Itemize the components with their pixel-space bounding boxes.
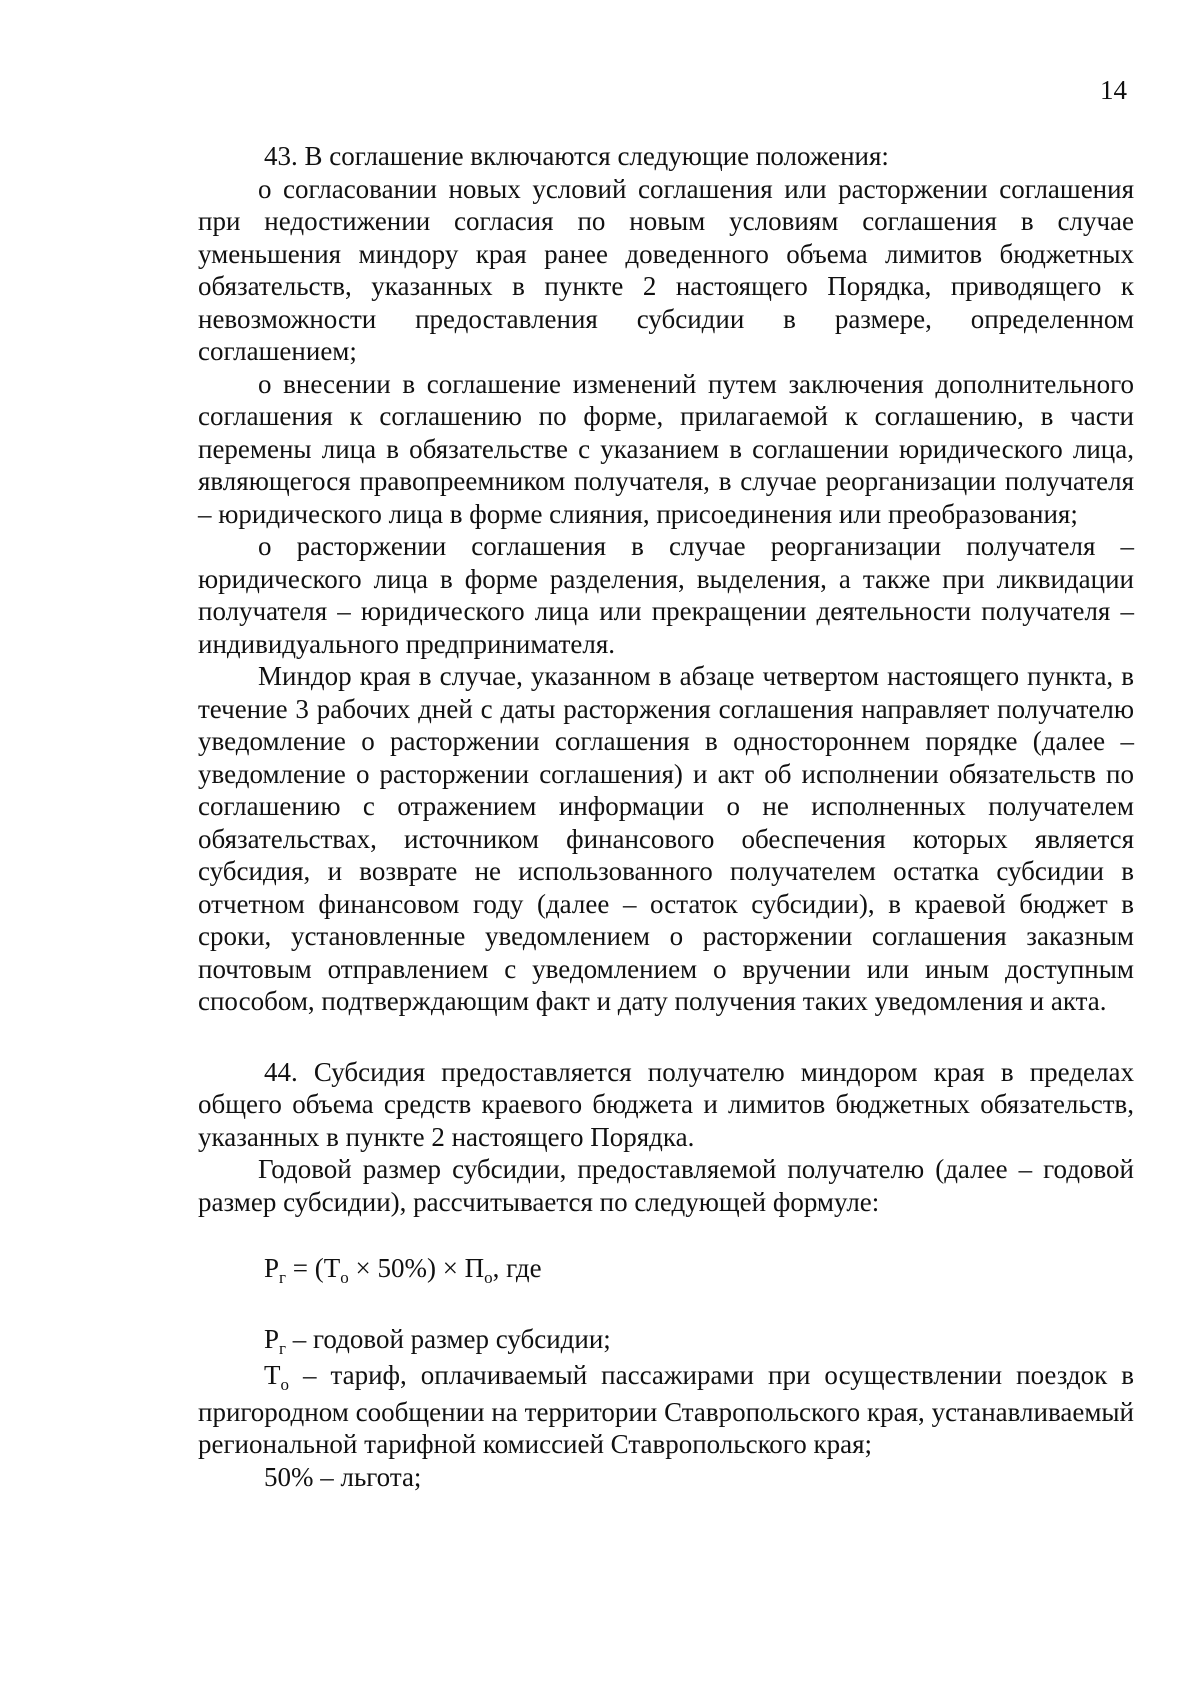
paragraph-43-item-2: о внесении в соглашение изменений путем заключения дополнительного соглашения к соглашению по форме, прилагаемой к соглашению, в части перемены лица в обязательстве с указанием в соглашении юридического лица, являющегося правопреемником получателя, в случае реорганизации получателя – юридического лица в форме слияния, присоединения или преобразования; bbox=[198, 368, 1134, 529]
definition-rg-text: – годовой размер субсидии; bbox=[286, 1323, 611, 1354]
page-number: 14 bbox=[1100, 75, 1127, 105]
paragraph-44-formula-lead: Годовой размер субсидии, предоставляемой получателю (далее – годовой размер субсидии), рассчитывается по следующей формуле: bbox=[198, 1154, 1134, 1217]
definition-to bbox=[198, 1359, 1134, 1461]
definition-to-subscript: о bbox=[280, 1375, 289, 1394]
formula-eq: = (Т bbox=[286, 1253, 341, 1283]
formula-mid: × 50%) × П bbox=[348, 1253, 485, 1283]
definition-rg-subscript: г bbox=[279, 1338, 287, 1358]
formula-t-subscript: о bbox=[340, 1268, 349, 1287]
definition-to-text: – тариф, оплачиваемый пассажирами при осуществлении поездок в пригородном сообщении на территории Ставропольского края, устанавливаемый региональной тарифной комиссией Ставропольского края; bbox=[198, 1360, 1134, 1459]
definition-rg-symbol: Р bbox=[264, 1323, 280, 1354]
paragraph-44-intro: 44. Субсидия предоставляется получателю миндором края в пределах общего объема средств краевого бюджета и лимитов бюджетных обязательств, указанных в пункте 2 настоящего Порядка. bbox=[198, 1056, 1134, 1152]
document-body bbox=[198, 140, 1134, 1493]
paragraph-43-intro: 43. В соглашение включаются следующие положения: bbox=[264, 141, 889, 171]
formula-tail: , где bbox=[492, 1253, 542, 1283]
formula-lhs-subscript: г bbox=[279, 1268, 287, 1287]
definition-rg bbox=[198, 1323, 1134, 1360]
paragraph-43-item-3: о расторжении соглашения в случае реорганизации получателя – юридического лица в форме разделения, выделения, а также при ликвидации получателя – юридического лица или прекращении деятельности получателя – индивидуального предпринимателя. bbox=[198, 531, 1134, 659]
formula-p-subscript: о bbox=[484, 1268, 493, 1287]
subsidy-formula bbox=[198, 1252, 1134, 1289]
paragraph-43-termination: Миндор края в случае, указанном в абзаце четвертом настоящего пункта, в течение 3 рабочих дней с даты расторжения соглашения направляет получателю уведомление о расторжении соглашения в одностороннем порядке (далее – уведомление о расторжении соглашения) и акт об исполнении обязательств по соглашению с отражением информации о не исполненных получателем обязательствах, источником финансового обеспечения которых является субсидия, и возврате не использованного получателем остатка субсидии в отчетном финансовом году (далее – остаток субсидии), в краевой бюджет в сроки, установленные уведомлением о расторжении соглашения заказным почтовым отправлением с уведомлением о вручении или иным доступным способом, подтверждающим факт и дату получения таких уведомления и акта. bbox=[198, 661, 1134, 1016]
paragraph-43-item-1: о согласовании новых условий соглашения или расторжении соглашения при недостижении согласия по новым условиям соглашения в случае уменьшения миндору края ранее доведенного объема лимитов бюджетных обязательств, указанных в пункте 2 настоящего Порядка, приводящего к невозможности предоставления субсидии в размере, определенном соглашением; bbox=[198, 173, 1134, 366]
formula-lhs: Р bbox=[264, 1253, 280, 1283]
definition-50-percent: 50% – льгота; bbox=[264, 1461, 422, 1492]
definition-to-symbol: Т bbox=[264, 1360, 281, 1390]
